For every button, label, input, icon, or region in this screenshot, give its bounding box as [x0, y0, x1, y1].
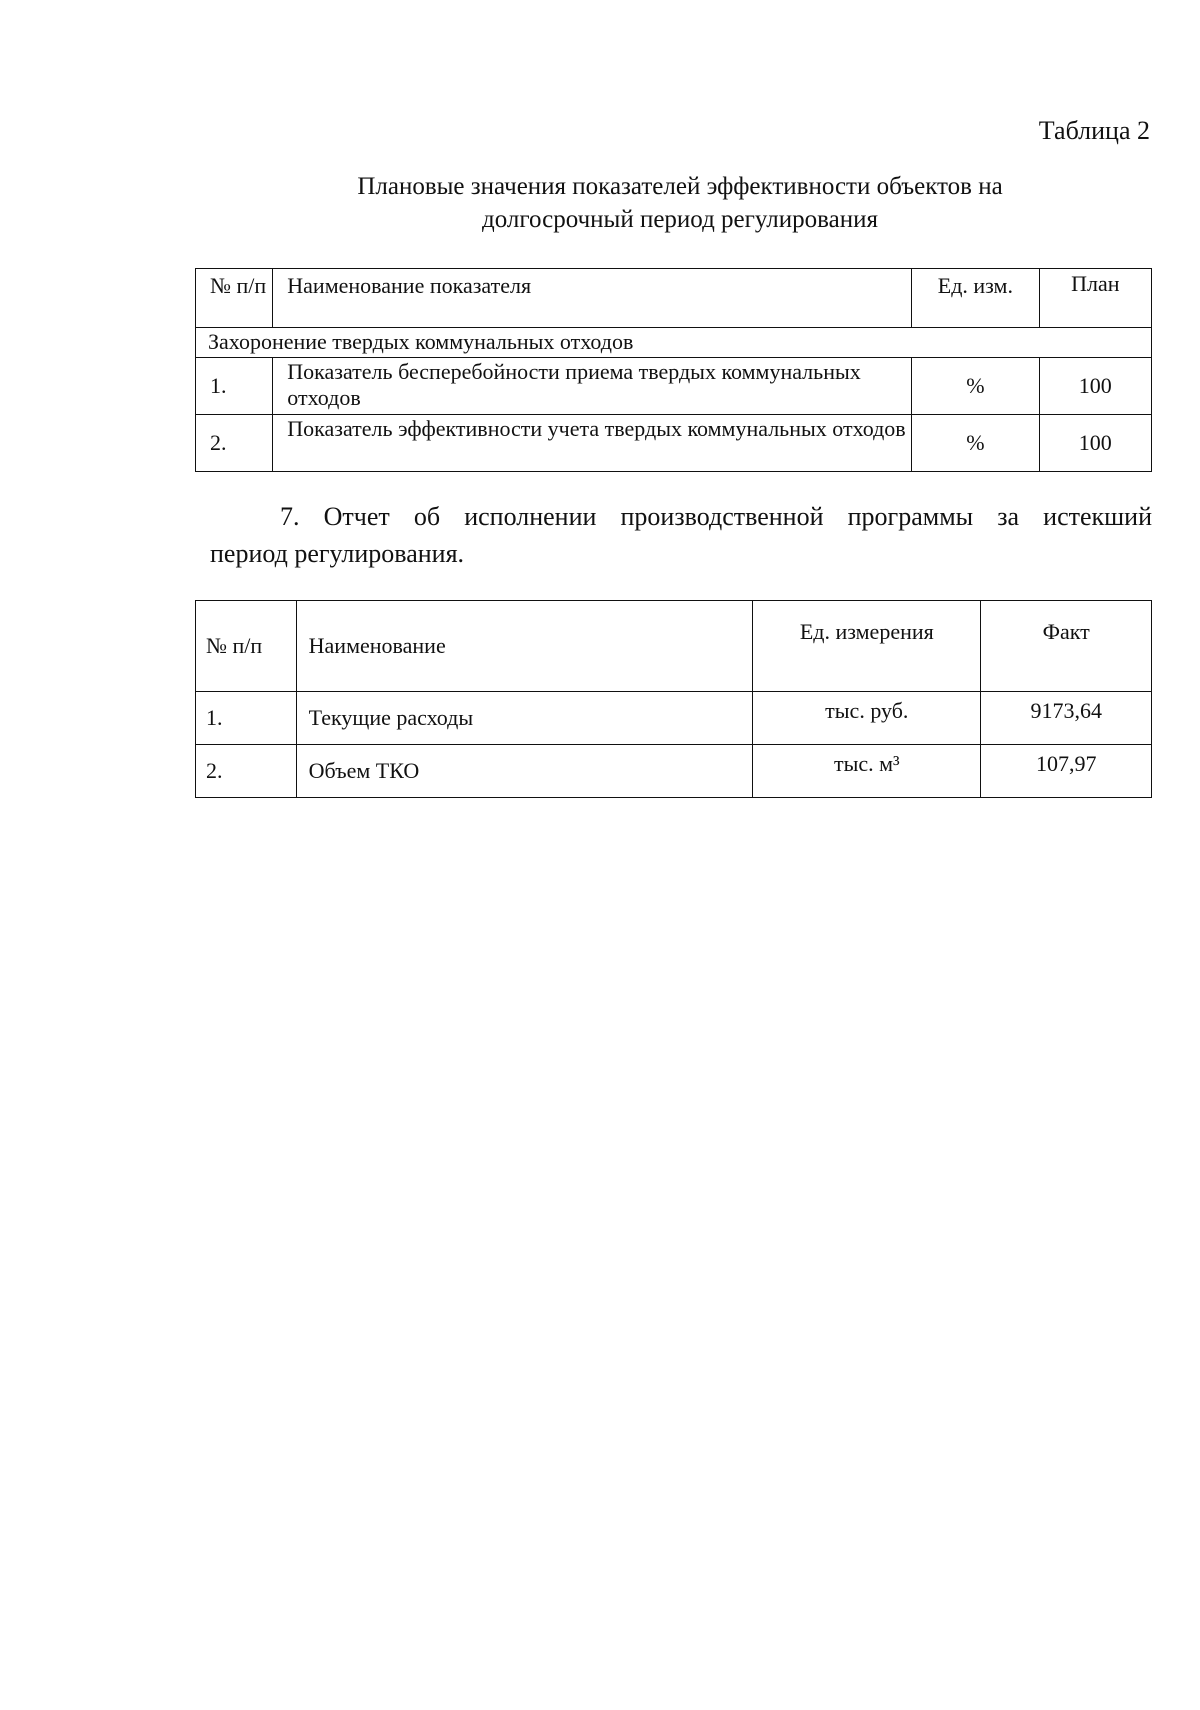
- header-num: № п/п: [196, 269, 273, 328]
- group-row: [196, 328, 1152, 358]
- row-unit: тыс. руб.: [753, 692, 981, 745]
- row-name: Объем ТКО: [296, 745, 752, 798]
- header-num: № п/п: [196, 601, 297, 692]
- report-table: [195, 600, 1152, 798]
- row-plan: 100: [1039, 415, 1151, 472]
- row-num: 2.: [196, 415, 273, 472]
- table-title-line-2: долгосрочный период регулирования: [482, 206, 878, 233]
- row-name: Показатель бесперебойности приема твердых коммунальных отходов: [273, 358, 912, 415]
- table-row: [196, 358, 1152, 415]
- table-row: [196, 692, 1152, 745]
- header-name: Наименование: [296, 601, 752, 692]
- row-name: Текущие расходы: [296, 692, 752, 745]
- header-unit: Ед. изм.: [912, 269, 1039, 328]
- header-plan: План: [1039, 269, 1151, 328]
- header-unit: Ед. измерения: [753, 601, 981, 692]
- row-unit: %: [912, 415, 1039, 472]
- row-plan: 100: [1039, 358, 1151, 415]
- row-num: 1.: [196, 692, 297, 745]
- row-unit: тыс. м³: [753, 745, 981, 798]
- header-name: Наименование показателя: [273, 269, 912, 328]
- row-num: 1.: [196, 358, 273, 415]
- row-fact: 107,97: [981, 745, 1152, 798]
- row-name: Показатель эффективности учета твердых коммунальных отходов: [273, 415, 912, 472]
- row-num: 2.: [196, 745, 297, 798]
- header-fact: Факт: [981, 601, 1152, 692]
- row-fact: 9173,64: [981, 692, 1152, 745]
- section-heading-line-2: период регулирования.: [210, 539, 465, 568]
- row-unit: %: [912, 358, 1039, 415]
- table-title: [0, 170, 1200, 236]
- group-label: Захоронение твердых коммунальных отходов: [196, 328, 1152, 358]
- table-title-line-1: Плановые значения показателей эффективности объектов на: [357, 173, 1003, 200]
- table-row: [196, 745, 1152, 798]
- table-row: [196, 415, 1152, 472]
- table-label: Таблица 2: [1038, 116, 1150, 145]
- table-header-row: [196, 269, 1152, 328]
- table-header-row: [196, 601, 1152, 692]
- indicators-table: [195, 268, 1152, 472]
- section-heading: [210, 498, 1152, 572]
- section-heading-line-1: 7. Отчет об исполнении производственной программы за истекший: [280, 502, 1152, 531]
